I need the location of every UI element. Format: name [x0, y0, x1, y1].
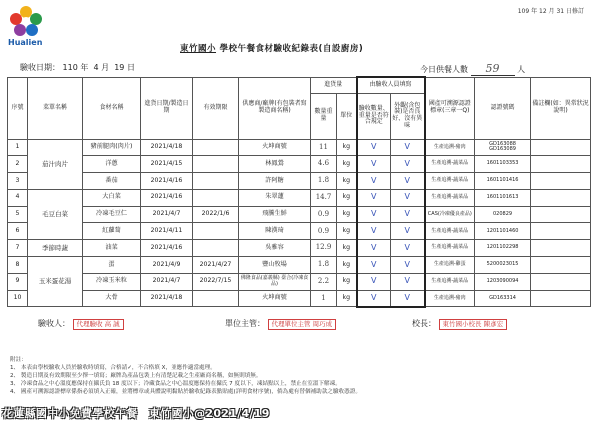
- month-unit: 月: [101, 63, 110, 72]
- cell-no: 9: [8, 273, 28, 290]
- cell-date: 2021/4/7: [141, 273, 193, 290]
- cell-ok_look: V: [391, 139, 425, 156]
- chief-stamp: 代理單位主管 周巧成: [268, 319, 337, 330]
- date-year: 110: [62, 63, 78, 72]
- note-3: 3、 冷凍食品之中心溫度應保持在攝氏負 18 度以下；冷藏食品之中心溫度應保持在攝氏 7 度以下，凍結點以上，禁止在室溫下解凍。: [10, 381, 341, 388]
- cell-ok_look: V: [391, 173, 425, 190]
- cell-dish: 茄汁肉片: [28, 139, 83, 189]
- cell-no: 7: [8, 240, 28, 257]
- cell-cert: CAS(冷凍優良產品): [425, 206, 475, 223]
- cell-ingredient: 冷凍玉米粒: [83, 273, 141, 290]
- date-label: 驗收日期：: [20, 63, 60, 72]
- header-date: 進貨日期/製造日期: [141, 77, 193, 139]
- cell-ok_qty: V: [357, 223, 391, 240]
- cell-no: 6: [8, 223, 28, 240]
- cell-date: 2021/4/18: [141, 139, 193, 156]
- cell-cert_no: 020829: [475, 206, 531, 223]
- cell-no: 10: [8, 290, 28, 307]
- flower-logo-icon: [6, 4, 46, 38]
- year-unit: 年: [80, 63, 89, 72]
- header-qty-number: 數量重量: [311, 93, 337, 139]
- cell-no: 4: [8, 189, 28, 206]
- cell-expiry: [193, 240, 239, 257]
- header-cert-no: 認證號碼: [475, 77, 531, 139]
- header-unit: 單位: [337, 93, 357, 139]
- principal-label: 校長：: [412, 319, 436, 328]
- cell-expiry: [193, 139, 239, 156]
- cell-ok_qty: V: [357, 257, 391, 274]
- cell-ok_look: V: [391, 223, 425, 240]
- cell-ok_qty: V: [357, 156, 391, 173]
- cell-unit: kg: [337, 290, 357, 307]
- header-no: 序號: [8, 77, 28, 139]
- cell-date: 2021/4/18: [141, 290, 193, 307]
- cell-remarks: [531, 189, 591, 206]
- cell-supplier: 火坤商號: [239, 290, 311, 307]
- serving-count: [420, 62, 525, 76]
- cell-ingredient: 紅蘿蔔: [83, 223, 141, 240]
- count-unit: 人: [517, 65, 526, 74]
- cell-cert: 生產追溯-豬肉: [425, 290, 475, 307]
- cell-qty: 0.9: [311, 223, 337, 240]
- table-row: [8, 223, 591, 240]
- cell-cert: 生產追溯-蔬菜品: [425, 189, 475, 206]
- header-inspect-qty: 驗收數量、重量是否符合規定: [357, 93, 391, 139]
- cell-unit: kg: [337, 206, 357, 223]
- cell-unit: kg: [337, 156, 357, 173]
- cell-no: 5: [8, 206, 28, 223]
- cell-no: 3: [8, 173, 28, 190]
- cell-remarks: [531, 156, 591, 173]
- cell-expiry: 2022/1/6: [193, 206, 239, 223]
- header-expiry: 有效期限: [193, 77, 239, 139]
- cell-ingredient: 大白菜: [83, 189, 141, 206]
- cell-ingredient: 油菜: [83, 240, 141, 257]
- cell-ok_look: V: [391, 156, 425, 173]
- chief-label: 單位主管：: [225, 319, 265, 328]
- cell-remarks: [531, 240, 591, 257]
- note-2: 2、 製造日期及有效期限至少擇一填寫；廠牌為產品包裝上有清楚記載之生產廠商名稱，如無則填無。: [10, 373, 262, 380]
- cell-cert: 生產追溯-雞蛋: [425, 257, 475, 274]
- note-1: 1、 本表由學校驗收人員於驗收時填寫，合格請✓，不合格填 X，並應作適當處理。: [10, 365, 216, 372]
- cell-cert_no: 1203090094: [475, 273, 531, 290]
- cell-dish: 玉米蛋花湯: [28, 257, 83, 307]
- cell-cert: 生產追溯-蔬菜品: [425, 223, 475, 240]
- cell-remarks: [531, 173, 591, 190]
- cell-qty: 1.8: [311, 173, 337, 190]
- principal-signature: [412, 318, 507, 330]
- table-row: [8, 139, 591, 156]
- cell-cert_no: 1601101613: [475, 189, 531, 206]
- cell-remarks: [531, 139, 591, 156]
- cell-ingredient: 蛋: [83, 257, 141, 274]
- cell-expiry: [193, 223, 239, 240]
- cell-ok_qty: V: [357, 290, 391, 307]
- chief-signature: [225, 318, 336, 330]
- table-row: [8, 156, 591, 173]
- cell-qty: 14.7: [311, 189, 337, 206]
- inspector-stamp: 代理驗收 高 誠: [73, 319, 124, 330]
- cell-no: 2: [8, 156, 28, 173]
- note-4: 4、 國產可溯源認證標章係指必須填入正確，並將標章或具體說明黏貼於驗收紀錄表點貼處(詳明食材序號)，倘為處有替個補助款之驗收憑證。: [10, 389, 361, 396]
- principal-stamp: 東竹國小校長 陳彥宏: [439, 319, 508, 330]
- cell-qty: 1.8: [311, 257, 337, 274]
- cell-cert: 生產追溯-蔬菜品: [425, 173, 475, 190]
- cell-supplier: 朱翠蓮: [239, 189, 311, 206]
- table-row: [8, 240, 591, 257]
- count-value: 59: [471, 62, 515, 76]
- header-inspect: 由驗收人員填寫: [357, 77, 425, 93]
- cell-unit: kg: [337, 273, 357, 290]
- cell-ok_look: V: [391, 240, 425, 257]
- photo-caption: 花蓮縣國中小免費學校午餐 東竹國小@2021/4/19: [2, 407, 270, 420]
- table-row: [8, 189, 591, 206]
- header-quantity: 進貨量: [311, 77, 357, 93]
- cell-remarks: [531, 273, 591, 290]
- cell-date: 2021/4/16: [141, 240, 193, 257]
- header-inspect-look: 外觀(含包裝)是否良好、沒有異味: [391, 93, 425, 139]
- cell-cert: 生產追溯-蔬菜品: [425, 156, 475, 173]
- table-row: [8, 257, 591, 274]
- date-day: 19: [114, 63, 125, 72]
- cell-unit: kg: [337, 223, 357, 240]
- cell-date: 2021/4/16: [141, 189, 193, 206]
- hualien-logo: [6, 4, 46, 50]
- cell-expiry: [193, 290, 239, 307]
- form-revision-date: 109 年 12 月 31 日修訂: [517, 8, 584, 15]
- cell-date: 2021/4/11: [141, 223, 193, 240]
- cell-unit: kg: [337, 173, 357, 190]
- school-name: 東竹國小: [180, 44, 217, 54]
- cell-remarks: [531, 290, 591, 307]
- cell-cert: 生產追溯-豬肉: [425, 139, 475, 156]
- cell-cert_no: 1601103353: [475, 156, 531, 173]
- inspection-date: [20, 62, 135, 73]
- cell-unit: kg: [337, 189, 357, 206]
- cell-qty: 12.9: [311, 240, 337, 257]
- cell-cert_no: 1601101416: [475, 173, 531, 190]
- inspector-label: 驗收人：: [38, 319, 70, 328]
- cell-dish: 季節時蔬: [28, 240, 83, 257]
- cell-qty: 11: [311, 139, 337, 156]
- cell-ok_look: V: [391, 290, 425, 307]
- cell-supplier: 林鳳鶯: [239, 156, 311, 173]
- cell-ingredient: 大骨: [83, 290, 141, 307]
- cell-unit: kg: [337, 257, 357, 274]
- cell-expiry: 2021/4/27: [193, 257, 239, 274]
- cell-supplier: 飛騰生鮮: [239, 206, 311, 223]
- cell-ok_qty: V: [357, 240, 391, 257]
- cell-cert: 生產追溯-蔬菜品: [425, 240, 475, 257]
- cell-qty: 0.9: [311, 206, 337, 223]
- cell-ok_look: V: [391, 257, 425, 274]
- cell-cert: 生產追溯-蔬菜品: [425, 273, 475, 290]
- cell-supplier: 陳漢琦: [239, 223, 311, 240]
- cell-no: 8: [8, 257, 28, 274]
- cell-supplier: 佛隆食品(嘉義縣) 臺合(冷凍食品): [239, 273, 311, 290]
- cell-date: 2021/4/7: [141, 206, 193, 223]
- cell-expiry: [193, 173, 239, 190]
- title-rest: 學校午餐食材驗收紀錄表(自設廚房): [219, 44, 364, 54]
- inspector-signature: [38, 318, 124, 330]
- cell-ingredient: 番茄: [83, 173, 141, 190]
- cell-cert_no: GD163314: [475, 290, 531, 307]
- cell-ok_qty: V: [357, 173, 391, 190]
- cell-dish: 毛豆白菜: [28, 189, 83, 239]
- cell-supplier: 火坤商號: [239, 139, 311, 156]
- logo-text: Hualien: [8, 38, 43, 47]
- cell-cert_no: GD163088 GD163089: [475, 139, 531, 156]
- date-month: 4: [93, 63, 99, 72]
- cell-ingredient: 冷凍毛豆仁: [83, 206, 141, 223]
- cell-ok_qty: V: [357, 206, 391, 223]
- cell-ok_look: V: [391, 206, 425, 223]
- cell-supplier: 許阿糖: [239, 173, 311, 190]
- cell-ingredient: 豬前腿肉(肉片): [83, 139, 141, 156]
- cell-qty: 2.2: [311, 273, 337, 290]
- table-row: [8, 206, 591, 223]
- header-remarks: 備註欄(如：異常狀況說明): [531, 77, 591, 139]
- cell-cert_no: 1201101460: [475, 223, 531, 240]
- cell-ok_look: V: [391, 189, 425, 206]
- notes: [10, 356, 361, 397]
- cell-expiry: [193, 156, 239, 173]
- table-row: [8, 273, 591, 290]
- cell-supplier: 豐山牧場: [239, 257, 311, 274]
- cell-remarks: [531, 206, 591, 223]
- cell-remarks: [531, 223, 591, 240]
- cell-cert_no: 1201102298: [475, 240, 531, 257]
- cell-unit: kg: [337, 240, 357, 257]
- page-title: [180, 42, 363, 54]
- cell-expiry: 2022/7/15: [193, 273, 239, 290]
- cell-cert_no: 5200023015: [475, 257, 531, 274]
- cell-supplier: 吳雅容: [239, 240, 311, 257]
- notes-label: 附註：: [10, 357, 27, 363]
- cell-remarks: [531, 257, 591, 274]
- table-row: [8, 290, 591, 307]
- cell-expiry: [193, 189, 239, 206]
- cell-date: 2021/4/15: [141, 156, 193, 173]
- day-unit: 日: [126, 63, 135, 72]
- cell-no: 1: [8, 139, 28, 156]
- cell-ok_qty: V: [357, 139, 391, 156]
- table-row: [8, 173, 591, 190]
- cell-date: 2021/4/9: [141, 257, 193, 274]
- cell-qty: 4.6: [311, 156, 337, 173]
- cell-qty: 1: [311, 290, 337, 307]
- cell-date: 2021/4/16: [141, 173, 193, 190]
- count-label: 今日供餐人數: [420, 65, 468, 74]
- header-cert: 國產可溯源認證標章(三章一Q): [425, 77, 475, 139]
- header-ingredient: 食材名稱: [83, 77, 141, 139]
- inspection-table: [7, 76, 591, 308]
- header-supplier: 供應商/廠牌(有包裝者寫製造商名稱): [239, 77, 311, 139]
- cell-unit: kg: [337, 139, 357, 156]
- cell-ok_qty: V: [357, 189, 391, 206]
- header-dish: 菜單名稱: [28, 77, 83, 139]
- cell-ingredient: 洋蔥: [83, 156, 141, 173]
- cell-ok_look: V: [391, 273, 425, 290]
- cell-ok_qty: V: [357, 273, 391, 290]
